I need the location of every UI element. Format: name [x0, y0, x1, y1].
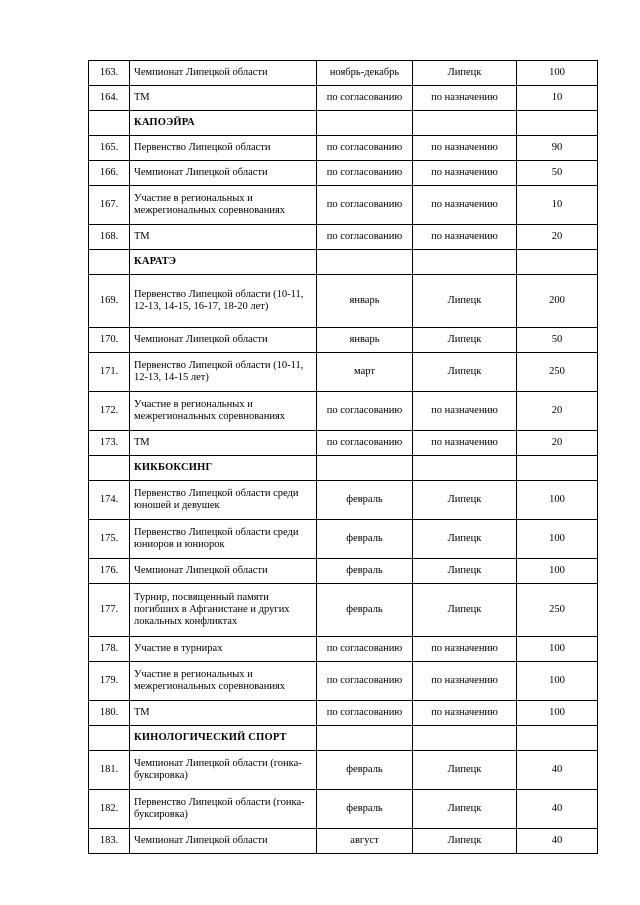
- event-date-cell: по согласованию: [317, 186, 413, 225]
- event-place-cell: по назначению: [413, 662, 517, 701]
- event-place-cell: Липецк: [413, 790, 517, 829]
- participants-count-cell: 100: [517, 481, 598, 520]
- participants-count-cell: 200: [517, 275, 598, 328]
- section-header-row: [89, 726, 598, 751]
- empty-cell: [413, 111, 517, 136]
- event-place-cell: по назначению: [413, 225, 517, 250]
- participants-count-cell: 50: [517, 161, 598, 186]
- table-row: [89, 520, 598, 559]
- event-name-cell: Участие в турнирах: [130, 637, 317, 662]
- event-date-cell: февраль: [317, 520, 413, 559]
- empty-cell: [89, 250, 130, 275]
- row-number-cell: 179.: [89, 662, 130, 701]
- event-date-cell: по согласованию: [317, 136, 413, 161]
- event-name-cell: Чемпионат Липецкой области (гонка-буксировка): [130, 751, 317, 790]
- table-row: [89, 790, 598, 829]
- event-place-cell: по назначению: [413, 392, 517, 431]
- event-name-cell: Первенство Липецкой области (10-11, 12-13, 14-15, 16-17, 18-20 лет): [130, 275, 317, 328]
- event-date-cell: февраль: [317, 584, 413, 637]
- event-date-cell: март: [317, 353, 413, 392]
- event-name-cell: Чемпионат Липецкой области: [130, 328, 317, 353]
- participants-count-cell: 40: [517, 790, 598, 829]
- event-place-cell: Липецк: [413, 328, 517, 353]
- table-row: [89, 328, 598, 353]
- participants-count-cell: 100: [517, 662, 598, 701]
- event-date-cell: по согласованию: [317, 701, 413, 726]
- table-row: [89, 186, 598, 225]
- empty-cell: [517, 250, 598, 275]
- empty-cell: [517, 456, 598, 481]
- section-header-row: [89, 250, 598, 275]
- row-number-cell: 164.: [89, 86, 130, 111]
- event-date-cell: февраль: [317, 790, 413, 829]
- participants-count-cell: 20: [517, 431, 598, 456]
- empty-cell: [317, 456, 413, 481]
- event-name-cell: Первенство Липецкой области: [130, 136, 317, 161]
- section-header-row: [89, 456, 598, 481]
- row-number-cell: 175.: [89, 520, 130, 559]
- event-name-cell: Первенство Липецкой области (гонка-буксировка): [130, 790, 317, 829]
- event-name-cell: Чемпионат Липецкой области: [130, 161, 317, 186]
- empty-cell: [413, 726, 517, 751]
- empty-cell: [89, 456, 130, 481]
- table-row: [89, 701, 598, 726]
- event-date-cell: по согласованию: [317, 662, 413, 701]
- event-name-cell: Первенство Липецкой области (10-11, 12-13, 14-15 лет): [130, 353, 317, 392]
- row-number-cell: 165.: [89, 136, 130, 161]
- event-place-cell: Липецк: [413, 481, 517, 520]
- participants-count-cell: 100: [517, 61, 598, 86]
- row-number-cell: 163.: [89, 61, 130, 86]
- empty-cell: [517, 111, 598, 136]
- events-table-body: [89, 61, 598, 854]
- row-number-cell: 166.: [89, 161, 130, 186]
- event-name-cell: Турнир, посвященный памяти погибших в Афганистане и других локальных конфликтах: [130, 584, 317, 637]
- event-name-cell: Участие в региональных и межрегиональных соревнованиях: [130, 662, 317, 701]
- table-row: [89, 61, 598, 86]
- table-row: [89, 559, 598, 584]
- row-number-cell: 169.: [89, 275, 130, 328]
- table-row: [89, 136, 598, 161]
- event-name-cell: ТМ: [130, 86, 317, 111]
- participants-count-cell: 40: [517, 829, 598, 854]
- events-table: [88, 60, 598, 854]
- section-header-row: [89, 111, 598, 136]
- event-place-cell: по назначению: [413, 431, 517, 456]
- row-number-cell: 181.: [89, 751, 130, 790]
- participants-count-cell: 50: [517, 328, 598, 353]
- event-date-cell: январь: [317, 275, 413, 328]
- event-place-cell: по назначению: [413, 136, 517, 161]
- section-title: КАРАТЭ: [130, 250, 317, 275]
- event-place-cell: Липецк: [413, 584, 517, 637]
- table-row: [89, 481, 598, 520]
- event-place-cell: Липецк: [413, 559, 517, 584]
- event-date-cell: февраль: [317, 559, 413, 584]
- empty-cell: [413, 250, 517, 275]
- table-row: [89, 829, 598, 854]
- event-date-cell: по согласованию: [317, 431, 413, 456]
- event-place-cell: Липецк: [413, 520, 517, 559]
- event-date-cell: по согласованию: [317, 161, 413, 186]
- event-name-cell: Первенство Липецкой области среди юниоров и юниорок: [130, 520, 317, 559]
- participants-count-cell: 90: [517, 136, 598, 161]
- row-number-cell: 172.: [89, 392, 130, 431]
- participants-count-cell: 100: [517, 637, 598, 662]
- event-date-cell: февраль: [317, 751, 413, 790]
- participants-count-cell: 20: [517, 225, 598, 250]
- section-title: КИНОЛОГИЧЕСКИЙ СПОРТ: [130, 726, 317, 751]
- row-number-cell: 174.: [89, 481, 130, 520]
- event-name-cell: ТМ: [130, 701, 317, 726]
- table-row: [89, 161, 598, 186]
- participants-count-cell: 10: [517, 86, 598, 111]
- row-number-cell: 180.: [89, 701, 130, 726]
- participants-count-cell: 20: [517, 392, 598, 431]
- event-date-cell: февраль: [317, 481, 413, 520]
- section-title: КАПОЭЙРА: [130, 111, 317, 136]
- table-row: [89, 431, 598, 456]
- table-row: [89, 353, 598, 392]
- row-number-cell: 178.: [89, 637, 130, 662]
- event-place-cell: Липецк: [413, 829, 517, 854]
- event-date-cell: по согласованию: [317, 392, 413, 431]
- event-name-cell: Чемпионат Липецкой области: [130, 829, 317, 854]
- event-place-cell: Липецк: [413, 61, 517, 86]
- row-number-cell: 173.: [89, 431, 130, 456]
- participants-count-cell: 250: [517, 353, 598, 392]
- event-name-cell: Участие в региональных и межрегиональных соревнованиях: [130, 186, 317, 225]
- row-number-cell: 170.: [89, 328, 130, 353]
- event-name-cell: Чемпионат Липецкой области: [130, 61, 317, 86]
- participants-count-cell: 40: [517, 751, 598, 790]
- table-row: [89, 751, 598, 790]
- event-place-cell: по назначению: [413, 161, 517, 186]
- table-row: [89, 637, 598, 662]
- event-name-cell: Чемпионат Липецкой области: [130, 559, 317, 584]
- participants-count-cell: 100: [517, 701, 598, 726]
- event-date-cell: август: [317, 829, 413, 854]
- row-number-cell: 182.: [89, 790, 130, 829]
- event-name-cell: Участие в региональных и межрегиональных соревнованиях: [130, 392, 317, 431]
- participants-count-cell: 100: [517, 559, 598, 584]
- event-name-cell: ТМ: [130, 225, 317, 250]
- section-title: КИКБОКСИНГ: [130, 456, 317, 481]
- empty-cell: [89, 726, 130, 751]
- table-row: [89, 392, 598, 431]
- event-date-cell: ноябрь-декабрь: [317, 61, 413, 86]
- event-place-cell: Липецк: [413, 275, 517, 328]
- event-date-cell: по согласованию: [317, 86, 413, 111]
- row-number-cell: 176.: [89, 559, 130, 584]
- table-row: [89, 584, 598, 637]
- table-row: [89, 275, 598, 328]
- empty-cell: [317, 111, 413, 136]
- empty-cell: [413, 456, 517, 481]
- participants-count-cell: 100: [517, 520, 598, 559]
- row-number-cell: 183.: [89, 829, 130, 854]
- table-row: [89, 86, 598, 111]
- event-date-cell: по согласованию: [317, 225, 413, 250]
- empty-cell: [317, 250, 413, 275]
- empty-cell: [317, 726, 413, 751]
- table-row: [89, 662, 598, 701]
- participants-count-cell: 10: [517, 186, 598, 225]
- event-place-cell: по назначению: [413, 701, 517, 726]
- event-place-cell: Липецк: [413, 751, 517, 790]
- row-number-cell: 177.: [89, 584, 130, 637]
- event-date-cell: по согласованию: [317, 637, 413, 662]
- row-number-cell: 167.: [89, 186, 130, 225]
- event-place-cell: по назначению: [413, 637, 517, 662]
- table-row: [89, 225, 598, 250]
- event-date-cell: январь: [317, 328, 413, 353]
- row-number-cell: 168.: [89, 225, 130, 250]
- event-name-cell: Первенство Липецкой области среди юношей и девушек: [130, 481, 317, 520]
- event-place-cell: по назначению: [413, 186, 517, 225]
- event-place-cell: Липецк: [413, 353, 517, 392]
- event-place-cell: по назначению: [413, 86, 517, 111]
- participants-count-cell: 250: [517, 584, 598, 637]
- empty-cell: [517, 726, 598, 751]
- event-name-cell: ТМ: [130, 431, 317, 456]
- empty-cell: [89, 111, 130, 136]
- row-number-cell: 171.: [89, 353, 130, 392]
